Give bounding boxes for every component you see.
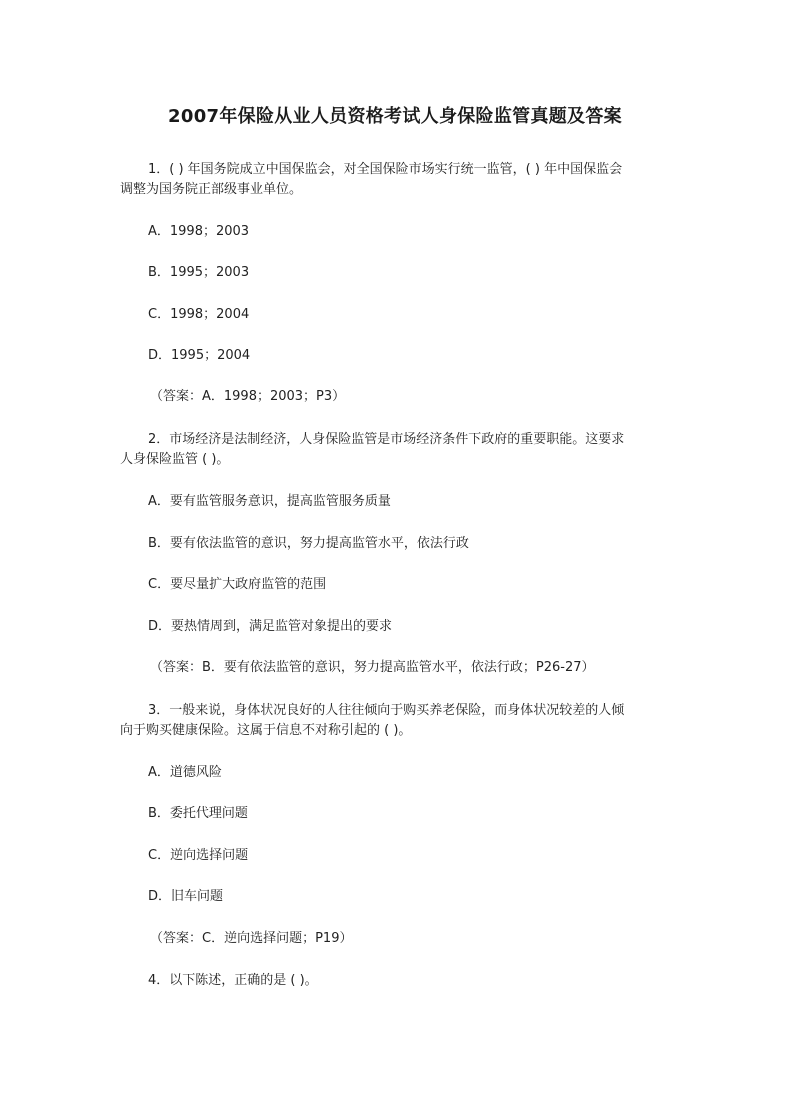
question-1-option-a: A．1998；2003 xyxy=(148,224,250,239)
question-3-stem-line-1: 3．一般来说，身体状况良好的人往往倾向于购买养老保险，而身体状况较差的人倾 xyxy=(148,703,625,718)
question-3-stem-line-2: 向于购买健康保险。这属于信息不对称引起的 ( )。 xyxy=(120,723,412,738)
question-2-option-d: D．要热情周到，满足监管对象提出的要求 xyxy=(148,619,393,634)
question-1-option-b: B．1995；2003 xyxy=(148,265,250,280)
question-2-option-c: C．要尽量扩大政府监管的范围 xyxy=(148,577,327,592)
question-2-answer: （答案：B．要有依法监管的意识，努力提高监管水平，依法行政；P26-27） xyxy=(150,660,595,675)
question-1-stem-line-2: 调整为国务院正部级事业单位。 xyxy=(120,182,303,197)
question-1-answer: （答案：A．1998；2003；P3） xyxy=(150,389,346,404)
question-3-option-b: B．委托代理问题 xyxy=(148,806,248,821)
question-4-stem-line-1: 4．以下陈述，正确的是 ( )。 xyxy=(148,973,318,988)
question-3-answer: （答案：C．逆向选择问题；P19） xyxy=(150,931,353,946)
question-1-stem-line-1: 1．( ) 年国务院成立中国保监会，对全国保险市场实行统一监管，( ) 年中国保监会 xyxy=(148,162,623,177)
question-2-option-b: B．要有依法监管的意识，努力提高监管水平，依法行政 xyxy=(148,536,469,551)
question-2-stem-line-2: 人身保险监管 ( )。 xyxy=(120,452,230,467)
document-title: 2007年保险从业人员资格考试人身保险监管真题及答案 xyxy=(168,106,622,127)
question-3-option-c: C．逆向选择问题 xyxy=(148,848,249,863)
question-2-option-a: A．要有监管服务意识，提高监管服务质量 xyxy=(148,494,391,509)
question-1-option-d: D．1995；2004 xyxy=(148,348,251,363)
question-1-option-c: C．1998；2004 xyxy=(148,307,250,322)
question-2-stem-line-1: 2．市场经济是法制经济，人身保险监管是市场经济条件下政府的重要职能。这要求 xyxy=(148,432,625,447)
question-3-option-a: A．道德风险 xyxy=(148,765,222,780)
question-3-option-d: D．旧车问题 xyxy=(148,889,224,904)
